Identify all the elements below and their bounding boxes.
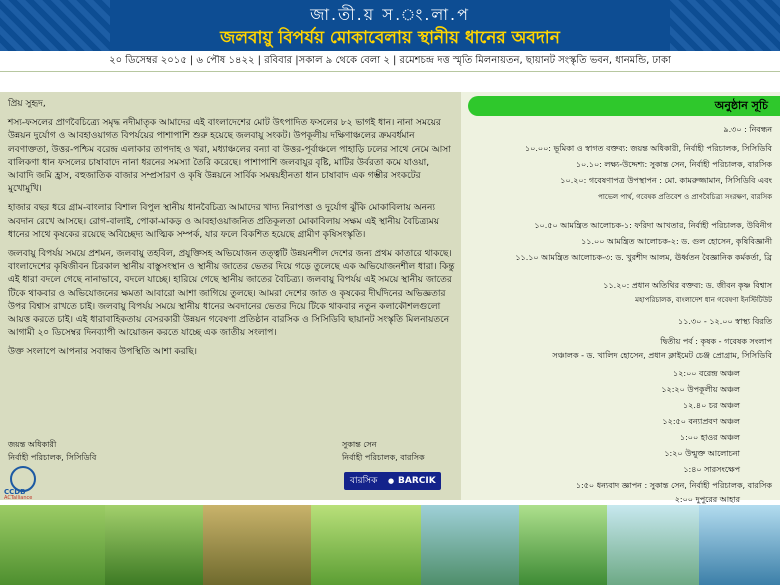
program-item: ৯.৩০ : নিবন্ধন (723, 125, 772, 134)
signatory-left-name: জয়ন্ত অধিকারী (8, 440, 57, 449)
program-item: ১১.২০: প্রধান অতিথির বক্তব্য: ড. জীবন কৃষ্ণ বিশ্বাস (603, 281, 772, 290)
program-item: ১০.৫০ আমন্ত্রিত আলোচক-১: ফরিদা আখতার, নির্বাহী পরিচালক, উবিনীগ (534, 221, 772, 230)
signatory-left-title: নির্বাহী পরিচালক, সিসিডিবি (8, 453, 97, 462)
program-item: পাভেল পার্থ, গবেষক প্রতিবেশ ও প্রাণবৈচিত্র্য সংরক্ষণ, বারসিক (598, 193, 772, 201)
program-item: ২:০০ দুপুরের আহার (674, 495, 740, 504)
program-header: অনুষ্ঠান সূচি (468, 96, 780, 116)
signatory-right (342, 438, 425, 464)
invitation-letter (0, 92, 461, 500)
barcik-logo-en: BARCIK (398, 476, 436, 486)
banner-subtitle: জলবায়ু বিপর্যয় মোকাবেলায় স্থানীয় ধানের অবদান (220, 28, 560, 48)
letter-paragraph: হাজার বছর ধরে গ্রাম-বাংলার বিশাল বিপুল স্থানীয় ধানবৈচিত্র্য আমাদের খাদ্য নিরাপত্তা ও দুর্যোগ ঝুঁকি মোকাবিলায় অনন্য অবদান রেখে আসছে। রোগ-বালাই, পোকা-মাকড় ও আবহাওয়াজনিত প্রতিকূলতা মোকাবিলায় সক্ষম এই স্থানীয় বৈচিত্র্যময় ধানের সাথে কৃষকের রয়েছে অবিচ্ছেদ্য আত্মিক সম্পর্ক, যার ফলে বিকশিত হয়েছে গ্রামীণ কৃষিসংস্কৃতি। (8, 203, 440, 240)
rice-seedlings-photo (203, 505, 311, 585)
flooded-field-photo (421, 505, 519, 585)
program-item: ১:৫০ ধন্যবাদ জ্ঞাপন : সুকান্ত সেন, নির্বাহী পরিচালক, বারসিক (575, 481, 772, 490)
letter-paragraph: জলবায়ু বিপর্যয় সময়ে প্রশমন, জলবায়ু তহবিল, প্রযুক্তিসহ অভিযোজন তত্ত্বটি উন্নয়নশীল দেশের জন্য প্রথম কাতারে থাকছে। বাংলাদেশের কৃষিজীবন চিরকাল স্থানীয় বাস্তুসংস্থান ও স্থানীয় জাতের ভেতর দিয়ে গড়ে তুলেছে এক অভিযোজনশীল ধারা। কিন্তু এই ধারা বদলে গেছে নানাভাবে, বদলে যাচ্ছে। হারিয়ে গেছে স্থানীয় জাতের বৈচিত্র্য। জলবায়ু বিপর্যয় এই সময়ে স্থানীয় জাতের টিকে থাকবার ও অভিযোজনের ক্ষমতা আবারো আশা জাগিয়ে তুলছে। আমরা দেশের জাত ও কৃষকের দীর্ঘদিনের অভিজ্ঞতার উপর বিশ্বাস রাখতে চাই। জলবায়ু বিপর্যয় সময়ে স্থানীয় ধানের অবদানের ভেতর দিয়ে টিকে থাকবার নতুন কলাকৌশলগুলো আয়ত্ত করতে চাই। এই ধারাবাহিকতায় বেসরকারী উন্নয়ন গবেষণা প্রতিষ্ঠান বারসিক ও সিসিডিবি ছায়ানট সংস্কৃতি মিলনায়তনে আগামী ২০ ডিসেম্বর দিনব্যাপী আয়োজন করতে যাচ্ছে এক জাতীয় সংলাপ। (8, 249, 455, 339)
farmer-photo (105, 505, 203, 585)
program-item: ১২:৫০ বন্যাপ্রবণ অঞ্চল (662, 417, 740, 426)
ccdb-logo (4, 466, 46, 501)
program-item: সঞ্চালক - ড. খালিদ হোসেন, প্রধান ক্লাইমেট চেঞ্জ প্রোগ্রাম, সিসিডিবি (552, 351, 772, 360)
program-item: ১১.০০ আমন্ত্রিত আলোচক-২: ড. গুল হোসেন, কৃষিবিজ্ঞানী (581, 237, 772, 246)
banner-title: জা.তী.য় স.ং.লা.প (310, 5, 470, 24)
photo-strip (0, 505, 780, 585)
act-alliance-text: ACTalliance (4, 495, 33, 501)
signatory-left (8, 438, 96, 464)
program-item: ১২:০০ বরেন্দ্র অঞ্চল (673, 369, 740, 378)
letter-greeting: প্রিয় সুহৃদ, (8, 99, 46, 109)
program-item: ১:২০ উন্মুক্ত আলোচনা (664, 449, 740, 458)
ccdb-logo-text: CCDB (4, 488, 26, 496)
program-item: ১:৪০ সারসংক্ষেপ (683, 465, 740, 474)
program-item: দ্বিতীয় পর্ব : কৃষক - গবেষক সংলাপ (660, 337, 772, 346)
rice-field-photo (0, 505, 105, 585)
program-item: ১:০০ হাওর অঞ্চল (679, 433, 740, 442)
letter-paragraph: শস্য-ফসলের প্রাণবৈচিত্র্যে সমৃদ্ধ নদীমাতৃক আমাদের এই বাংলাদেশের মোট উৎপাদিত ফসলের ৮২ ভাগই ধান। নানা সময়ের উন্নয়ন দুর্যোগ ও আবহাওয়াগত বিপর্যয়ের পাশাপাশি শুরু হয়েছে জলবায়ু সংকট। উপকূলীয় দক্ষিণাঞ্চলের ক্রমবর্ধমান লবণাক্ততা, উত্তর-পশ্চিম বরেন্দ্র এলাকার তাপদাহ ও খরা, মধ্যাঞ্চলের বন্যা বা উত্তর-পূর্বাঞ্চলে পাহাড়ি ঢলের সাথে নেমে আসা বালিকণা ধান ফসলের চাষাবাদে নানা ধরনের সমস্যা তৈরি করেছে। পাশাপাশি জলবাযুর বৃষ্টি, মাটির উর্বরতা কমে যাওয়া, আবাদি জমি হ্রাস, বহুজাতিক বাজার সম্প্রসারণ ও কৃষি উন্নয়নে সার্বিক সমন্বয়হীনতা ধান চাষাবাদ এক গম্ভীর সংকটের মুখোমুখি। (8, 118, 451, 195)
program-item: মহাপরিচালক, বাংলাদেশ ধান গবেষণা ইনস্টিটিউট (635, 296, 772, 304)
event-dateline: ২০ ডিসেম্বর ২০১৫ | ৬ পৌষ ১৪২২ | রবিবার |সকাল ৯ থেকে বেলা ২ | রমেশচন্দ্র দত্ত স্মৃতি মিলনায়তন, ছায়ানট সংস্কৃতি ভবন, ধানমন্ডি, ঢাকা (0, 51, 780, 72)
barcik-leaf-icon: ● (388, 477, 395, 485)
letter-paragraph: উক্ত সংলাপে আপনার সবান্ধব উপস্থিতি আশা করছি। (8, 347, 197, 358)
program-item: ১০.২০: গবেষণাপত্র উপস্থাপন : মো. কামরুজ্জামান, সিসিডিবি এবং (560, 176, 772, 185)
barcik-logo (344, 472, 441, 490)
program-item: ১২.৪০ চর অঞ্চল (682, 401, 740, 410)
haor-photo (699, 505, 780, 585)
program-item: ১২:২০ উপকূলীয় অঞ্চল (661, 385, 740, 394)
program-schedule (461, 92, 780, 504)
program-item: ১১.১০ আমন্ত্রিত আলোচক-৩: ড. খুরশীদ আলম, ঊর্ধ্বতন বৈজ্ঞানিক কর্মকর্তা, ব্রি (515, 253, 772, 262)
signatory-right-name: সুকান্ত সেন (342, 440, 377, 449)
signatory-right-title: নির্বাহী পরিচালক, বারসিক (342, 453, 425, 462)
wetland-photo (607, 505, 699, 585)
barcik-logo-bn: বারসিক (350, 476, 378, 486)
paddy-photo (519, 505, 607, 585)
program-item: ১০.০০: ভূমিকা ও স্বাগত বক্তব্য: জয়ন্ত অধিকারী, নির্বাহী পরিচালক, সিসিডিবি (524, 144, 772, 153)
program-item: ১০.১০: লক্ষ্য-উদ্দেশ্য: সুকান্ত সেন, নির্বাহী পরিচালক, বারসিক (575, 160, 772, 169)
program-item: ১১.৩০ - ১২.০০ স্বাস্থ্য বিরতি (678, 317, 772, 326)
header-banner (0, 0, 780, 51)
green-field-photo (311, 505, 421, 585)
